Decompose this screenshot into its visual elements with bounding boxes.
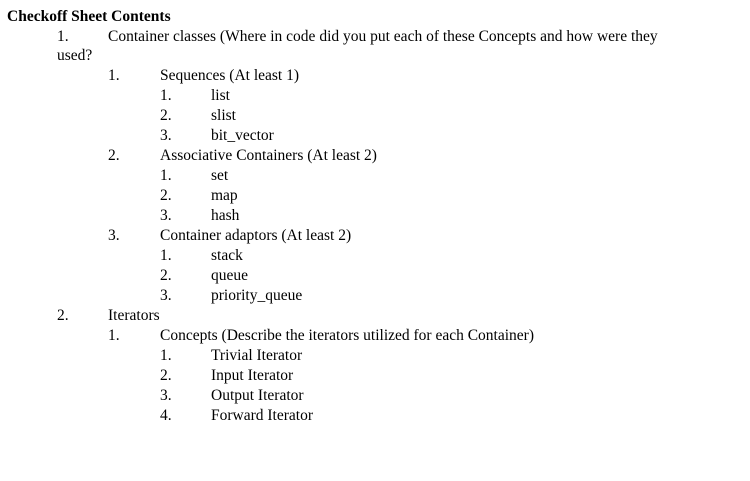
- section-text: Iterators: [108, 307, 160, 324]
- list-item: [0, 406, 750, 426]
- item-text: hash: [211, 207, 240, 224]
- section-1: [0, 27, 750, 47]
- document-title: Checkoff Sheet Contents: [7, 8, 171, 25]
- item-text: map: [211, 187, 238, 204]
- item-text: set: [211, 167, 229, 184]
- subsection-text: Sequences (At least 1): [160, 67, 300, 84]
- item-number: 1.: [160, 347, 172, 364]
- item-text: Forward Iterator: [211, 407, 313, 424]
- item-number: 3.: [160, 207, 172, 224]
- list-item: [0, 206, 750, 226]
- subsection-associative-containers: [0, 146, 750, 166]
- subsection-number: 1.: [108, 67, 120, 84]
- list-item: [0, 366, 750, 386]
- subsection-number: 1.: [108, 327, 120, 344]
- item-text: priority_queue: [211, 287, 303, 304]
- item-number: 1.: [160, 247, 172, 264]
- section-2: [0, 306, 750, 326]
- list-item: [0, 246, 750, 266]
- subsection-number: 3.: [108, 227, 120, 244]
- section-number: 1.: [57, 28, 69, 45]
- item-number: 2.: [160, 187, 172, 204]
- item-text: Trivial Iterator: [211, 347, 303, 364]
- item-number: 1.: [160, 167, 172, 184]
- list-item: [0, 126, 750, 146]
- list-item: [0, 386, 750, 406]
- list-item: [0, 346, 750, 366]
- list-item: [0, 106, 750, 126]
- list-item: [0, 166, 750, 186]
- item-text: queue: [211, 267, 249, 284]
- item-number: 1.: [160, 87, 172, 104]
- section-1-wrap-text: used?: [57, 47, 93, 64]
- subsection-text: Associative Containers (At least 2): [160, 147, 377, 164]
- subsection-container-adaptors: [0, 226, 750, 246]
- item-text: bit_vector: [211, 127, 274, 144]
- item-number: 4.: [160, 407, 172, 424]
- item-number: 3.: [160, 287, 172, 304]
- item-text: list: [211, 87, 230, 104]
- subsection-sequences: [0, 66, 750, 86]
- item-text: stack: [211, 247, 243, 264]
- item-number: 2.: [160, 367, 172, 384]
- section-number: 2.: [57, 307, 69, 324]
- section-text: Container classes (Where in code did you put each of these Concepts and how were they: [108, 28, 658, 45]
- list-item: [0, 266, 750, 286]
- list-item: [0, 186, 750, 206]
- subsection-number: 2.: [108, 147, 120, 164]
- item-number: 2.: [160, 267, 172, 284]
- list-item: [0, 86, 750, 106]
- list-item: [0, 286, 750, 306]
- item-text: Output Iterator: [211, 387, 304, 404]
- subsection-text: Concepts (Describe the iterators utilized for each Container): [160, 327, 535, 344]
- item-text: Input Iterator: [211, 367, 294, 384]
- item-number: 3.: [160, 387, 172, 404]
- subsection-concepts: [0, 326, 750, 346]
- subsection-text: Container adaptors (At least 2): [160, 227, 352, 244]
- item-number: 3.: [160, 127, 172, 144]
- item-number: 2.: [160, 107, 172, 124]
- item-text: slist: [211, 107, 236, 124]
